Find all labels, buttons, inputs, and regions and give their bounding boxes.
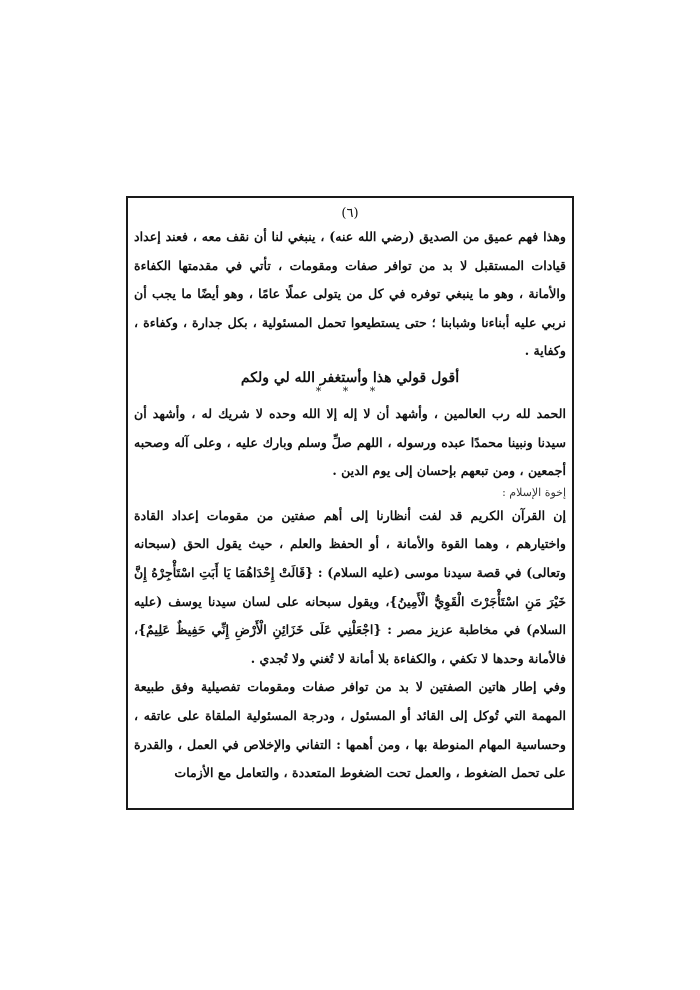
closing-heading: أقول قولي هذا وأستغفر الله لي ولكم <box>240 369 460 386</box>
paragraph-1: وهذا فهم عميق من الصديق (رضي الله عنه) ، ينبغي لنا أن نقف معه ، فعند إعداد قيادات المستقبل لا بد من توافر صفات ومقومات ، تأتي في مقدمتها الكفاءة والأمانة ، وهو ما ينبغي توفره في كل من يتولى عملًا عامًا ، وهو أيضًا ما يجب أن نربي عليه أبناءنا وشبابنا ؛ حتى يستطيعوا تحمل المسئولية ، بكل جدارة ، وكفاءة ، وكفاية . <box>134 229 566 359</box>
page-content <box>134 206 566 800</box>
address-line: إخوة الإسلام : <box>502 485 566 499</box>
page-number: (٦) <box>341 206 359 221</box>
page-border-frame <box>126 196 574 810</box>
paragraph-2: الحمد لله رب العالمين ، وأشهد أن لا إله إلا الله وحده لا شريك له ، وأشهد أن سيدنا ونبينا محمدًا عبده ورسوله ، اللهم صلِّ وسلم وبارك عليه ، وعلى آله وصحبه أجمعين ، ومن تبعهم بإحسان إلى يوم الدين . <box>134 405 566 479</box>
section-divider-stars: * * * <box>315 384 385 398</box>
paragraph-3: إن القرآن الكريم قد لفت أنظارنا إلى أهم صفتين من مقومات إعداد القادة واختيارهم ، وهما القوة والأمانة ، أو الحفظ والعلم ، حيث يقول الحق (سبحانه وتعالى) في قصة سيدنا موسى (عليه السلام) : {قَالَتْ إِحْدَاهُمَا يَا أَبَتِ اسْتَأْجِرْهُ إِنَّ خَيْرَ مَنِ اسْتَأْجَرْتَ الْقَوِيُّ الْأَمِينُ}، ويقول سبحانه على لسان سيدنا يوسف (عليه السلام) في مخاطبة عزيز مصر : {اجْعَلْنِي عَلَى خَزَائِنِ الْأَرْضِ إِنِّي حَفِيظٌ عَلِيمٌ}، فالأمانة وحدها لا تكفي ، والكفاءة بلا أمانة لا تُغني ولا تُجدي . <box>134 507 566 666</box>
paragraph-4: وفي إطار هاتين الصفتين لا بد من توافر صفات ومقومات تفصيلية وفق طبيعة المهمة التي تُوكل إلى القائد أو المسئول ، ودرجة المسئولية الملقاة على عاتقه ، وحساسية المهام المنوطة بها ، ومن أهمها : التفاني والإخلاص في العمل ، والقدرة على تحمل الضغوط ، والعمل تحت الضغوط المتعددة ، والتعامل مع الأزمات <box>134 679 566 781</box>
